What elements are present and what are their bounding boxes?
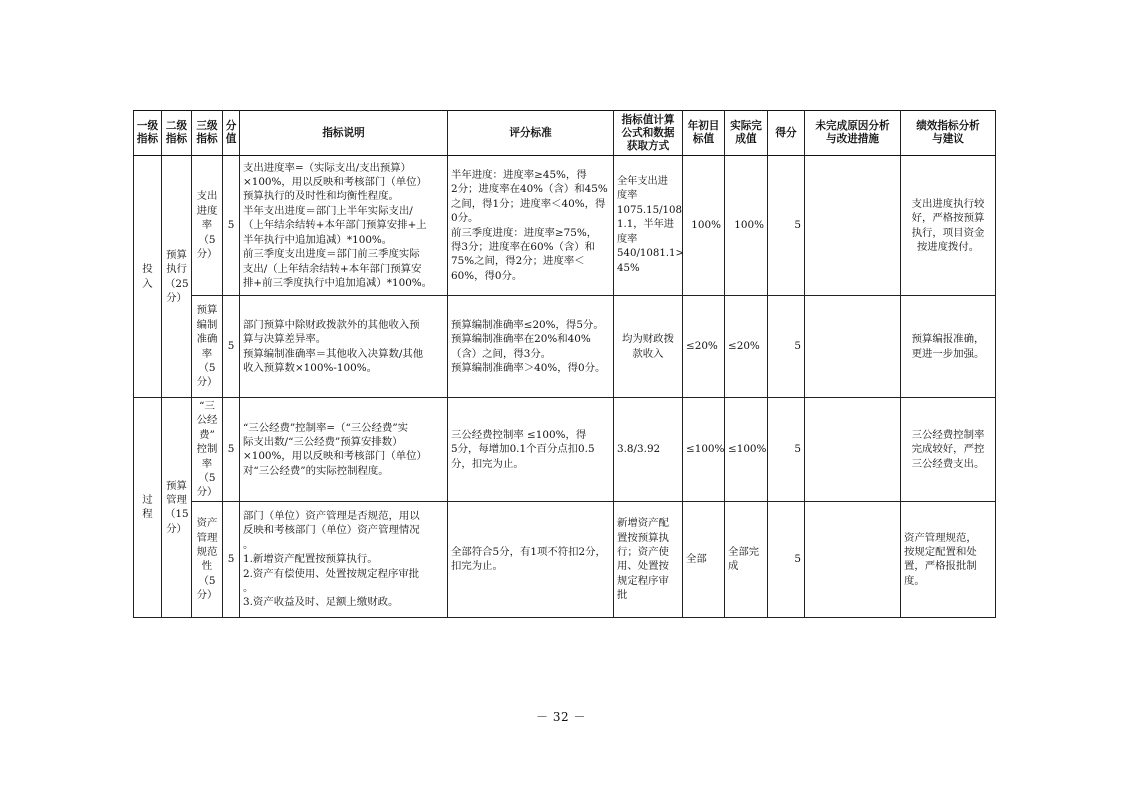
page-number: － 32 － xyxy=(536,710,586,724)
header-method: 指标值计算 公式和数据 获取方式 xyxy=(614,111,683,156)
performance-indicator-table xyxy=(133,110,996,618)
reason-cell xyxy=(805,398,901,502)
reason-cell xyxy=(805,156,901,296)
header-description: 指标说明 xyxy=(240,111,448,156)
header-score-value: 分 值 xyxy=(223,111,240,156)
analysis-cell: 支出进度执行较 好，严格按预算 执行，项目资金 按进度拨付。 xyxy=(901,156,996,296)
criteria-cell: 三公经费控制率 ≤100%，得 5分，每增加0.1个百分点扣0.5 分，扣完为止。 xyxy=(448,398,614,502)
description-cell: 部门预算中除财政拨款外的其他收入预 算与决算差异率。 预算编制准确率＝其他收入决算数/其他 收入预算数×100%-100%。 xyxy=(240,296,448,398)
level2-cell: 预算 管理 （15 分） xyxy=(162,398,192,618)
header-level2: 二级 指标 xyxy=(162,111,192,156)
description-cell: 支出进度率=（实际支出/支出预算） ×100%，用以反映和考核部门（单位） 预算执行的及时性和均衡性程度。 半年支出进度＝部门上半年实际支出/ （上年结余结转+本年部门预算安排+上 半年执行中追加追减）*100%。 前三季度支出进度＝部门前三季度实际 支出/（上年结余结转+本年部门预算安 排+前三季度执行中追加追减）*100%。 xyxy=(240,156,448,296)
description-cell: 部门（单位）资产管理是否规范，用以 反映和考核部门（单位）资产管理情况 。 1.新增资产配置按预算执行。 2.资产有偿使用、处置按规定程序审批 。 3.资产收益及时、足额上缴财政。 xyxy=(240,501,448,617)
method-cell: 全年支出进 度率 1075.15/108 1.1，半年进 度率 540/1081.1> 45% xyxy=(614,156,683,296)
level3-cell: 支出 进度 率 （5 分） xyxy=(192,156,223,296)
header-target: 年初目 标值 xyxy=(683,111,725,156)
target-cell: ≤20% xyxy=(683,296,725,398)
target-cell: 100% xyxy=(683,156,725,296)
score-cell: 5 xyxy=(768,296,805,398)
reason-cell xyxy=(805,296,901,398)
actual-cell: 100% xyxy=(725,156,768,296)
score-value-cell: 5 xyxy=(223,296,240,398)
header-criteria: 评分标准 xyxy=(448,111,614,156)
actual-cell: ≤20% xyxy=(725,296,768,398)
table-row xyxy=(134,156,996,296)
table-header-row xyxy=(134,111,996,156)
header-level1: 一级 指标 xyxy=(134,111,162,156)
analysis-cell: 资产管理规范， 按规定配置和处 置，严格报批制 度。 xyxy=(901,501,996,617)
table-row xyxy=(134,501,996,617)
criteria-cell: 半年进度：进度率≥45%，得 2分；进度率在40%（含）和45% 之间，得1分；进度率＜40%，得 0分。 前三季度进度：进度率≥75%， 得3分；进度率在60%（含）和 75%之间，得2分；进度率＜ 60%，得0分。 xyxy=(448,156,614,296)
method-cell: 3.8/3.92 xyxy=(614,398,683,502)
header-level3: 三级 指标 xyxy=(192,111,223,156)
score-value-cell: 5 xyxy=(223,398,240,502)
header-reason: 未完成原因分析 与改进措施 xyxy=(805,111,901,156)
score-cell: 5 xyxy=(768,398,805,502)
header-actual: 实际完 成值 xyxy=(725,111,768,156)
actual-cell: ≤100% xyxy=(725,398,768,502)
criteria-cell: 预算编制准确率≤20%，得5分。 预算编制准确率在20%和40% （含）之间，得3分。 预算编制准确率＞40%，得0分。 xyxy=(448,296,614,398)
reason-cell xyxy=(805,501,901,617)
level3-cell: 预算 编制 准确 率 （5 分） xyxy=(192,296,223,398)
criteria-cell: 全部符合5分，有1项不符扣2分， 扣完为止。 xyxy=(448,501,614,617)
score-value-cell: 5 xyxy=(223,156,240,296)
method-cell: 新增资产配 置按预算执 行；资产使 用、处置按 规定程序审 批 xyxy=(614,501,683,617)
level3-cell: 资产 管理 规范 性 （5 分） xyxy=(192,501,223,617)
analysis-cell: 三公经费控制率 完成较好，严控 三公经费支出。 xyxy=(901,398,996,502)
table-row xyxy=(134,296,996,398)
target-cell: 全部 xyxy=(683,501,725,617)
method-cell: 均为财政拨 款收入 xyxy=(614,296,683,398)
actual-cell: 全部完 成 xyxy=(725,501,768,617)
header-analysis: 绩效指标分析 与建议 xyxy=(901,111,996,156)
level1-cell: 过 程 xyxy=(134,398,162,618)
score-cell: 5 xyxy=(768,501,805,617)
description-cell: “三公经费”控制率=（“三公经费”实 际支出数/“三公经费”预算安排数） ×100%，用以反映和考核部门（单位） 对“三公经费”的实际控制程度。 xyxy=(240,398,448,502)
level1-cell: 投 入 xyxy=(134,156,162,398)
target-cell: ≤100% xyxy=(683,398,725,502)
level3-cell: “三 公经 费” 控制 率 （5 分） xyxy=(192,398,223,502)
table-row xyxy=(134,398,996,502)
header-score: 得分 xyxy=(768,111,805,156)
score-value-cell: 5 xyxy=(223,501,240,617)
score-cell: 5 xyxy=(768,156,805,296)
analysis-cell: 预算编报准确， 更进一步加强。 xyxy=(901,296,996,398)
level2-cell: 预算 执行 （25 分） xyxy=(162,156,192,398)
